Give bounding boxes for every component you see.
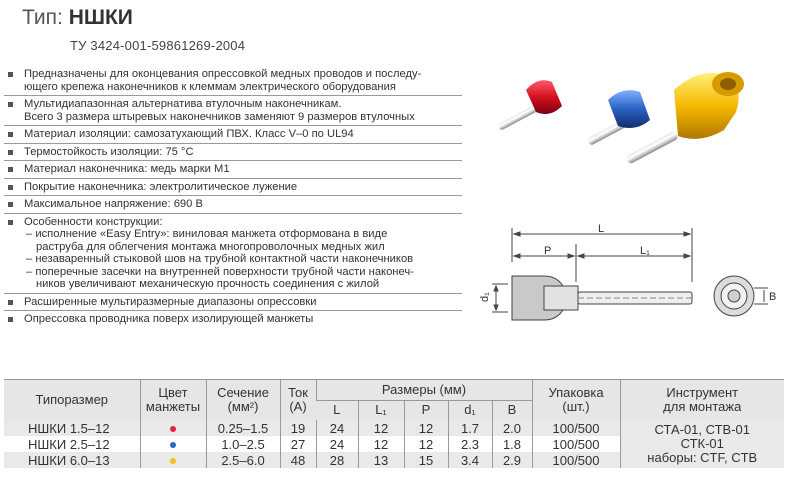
feature-text: Материал наконечника: медь марки М1	[24, 163, 230, 175]
feature-text: Материал изоляции: самозатухающий ПВХ. Класс V–0 по UL94	[24, 128, 354, 140]
col-dimensions: Размеры (мм)	[316, 380, 532, 400]
cell-L1: 12	[358, 436, 404, 452]
feature-text: Термостойкость изоляции: 75 °C	[24, 145, 194, 158]
cell-color	[140, 452, 206, 468]
bullet-square-icon	[8, 220, 13, 225]
bullet-square-icon	[8, 185, 13, 190]
bullet-square-icon	[8, 150, 13, 155]
feature-text: Всего 3 размера штыревых наконечников заменяют 9 размеров втулочных	[24, 110, 415, 123]
cell-L: 28	[316, 452, 358, 468]
col-tool: Инструмент для монтажа	[620, 380, 784, 420]
cell-size: НШКИ 6.0–13	[4, 452, 140, 468]
col-current: Ток (А)	[280, 380, 316, 420]
feature-item	[4, 179, 462, 197]
cell-tools	[620, 420, 784, 468]
product-photo	[478, 52, 778, 172]
bullet-square-icon	[8, 132, 13, 137]
blue-terminal	[587, 90, 650, 146]
feature-text: ющего крепежа наконечников к клеммам электрического оборудования	[24, 80, 396, 93]
dim-d1: d₁	[479, 292, 491, 302]
feature-text: Покрытие наконечника: электролитическое лужение	[24, 180, 298, 193]
feature-subitem: – незаваренный стыковой шов на трубной контактной части наконечников	[26, 253, 414, 265]
cell-size: НШКИ 1.5–12	[4, 420, 140, 436]
technical-drawing	[468, 222, 786, 347]
standard-code: ТУ 3424-001-59861269-2004	[70, 38, 246, 53]
feature-item	[4, 161, 462, 179]
cell-section: 1.0–2.5	[206, 436, 280, 452]
page-title: Тип: НШКИ	[22, 6, 133, 29]
feature-text: Мультидиапазонная альтернатива втулочным наконечникам.	[24, 98, 342, 110]
cell-B: 2.9	[492, 452, 532, 468]
feature-item	[4, 66, 462, 96]
feature-item	[4, 196, 462, 214]
feature-item	[4, 126, 462, 144]
feature-item	[4, 214, 462, 294]
col-d1: d₁	[448, 400, 492, 420]
color-dot-icon	[170, 442, 176, 448]
cell-B: 1.8	[492, 436, 532, 452]
bullet-square-icon	[8, 102, 13, 107]
feature-subitem: ников увеличивают механическую прочность соединения с жилой	[36, 278, 380, 290]
cell-pack: 100/500	[532, 452, 620, 468]
cell-L1: 13	[358, 452, 404, 468]
col-P: P	[404, 400, 448, 420]
cell-P: 12	[404, 420, 448, 436]
feature-item	[4, 96, 462, 126]
bullet-square-icon	[8, 317, 13, 322]
cell-L: 24	[316, 420, 358, 436]
cell-d1: 3.4	[448, 452, 492, 468]
feature-item	[4, 311, 462, 328]
cell-color	[140, 436, 206, 452]
col-B: B	[492, 400, 532, 420]
cell-B: 2.0	[492, 420, 532, 436]
cell-section: 2.5–6.0	[206, 452, 280, 468]
feature-text: Опрессовка проводника поверх изолирующей манжеты	[24, 313, 314, 325]
dim-L1: L₁	[640, 245, 650, 257]
tool-name: СТК-01	[680, 436, 724, 451]
cell-pack: 100/500	[532, 420, 620, 436]
spec-table	[4, 380, 784, 468]
color-dot-icon	[170, 458, 176, 464]
cell-d1: 1.7	[448, 420, 492, 436]
feature-item	[4, 144, 462, 162]
cell-current: 48	[280, 452, 316, 468]
col-size: Типоразмер	[4, 380, 140, 420]
product-type: НШКИ	[68, 6, 133, 29]
table-row	[4, 420, 784, 436]
red-terminal	[497, 80, 562, 131]
cell-P: 15	[404, 452, 448, 468]
col-L: L	[316, 400, 358, 420]
dim-L: L	[598, 223, 605, 235]
col-color: Цвет манжеты	[140, 380, 206, 420]
feature-subitem: – исполнение «Easy Entry»: виниловая манжета отформована в виде	[26, 228, 388, 240]
bullet-square-icon	[8, 72, 13, 77]
feature-item	[4, 294, 462, 312]
cell-current: 19	[280, 420, 316, 436]
feature-subitem: – поперечные засечки на внутренней поверхности трубной части наконеч-	[26, 265, 414, 278]
cell-size: НШКИ 2.5–12	[28, 436, 110, 452]
cell-pack: 100/500	[532, 436, 620, 452]
features-list	[4, 66, 462, 328]
cell-P: 12	[404, 436, 448, 452]
dim-P: P	[544, 245, 552, 257]
cell-d1: 2.3	[448, 436, 492, 452]
tool-name: наборы: CTF, CTB	[647, 450, 758, 465]
feature-text: Расширенные мультиразмерные диапазоны опрессовки	[24, 295, 317, 308]
dim-B: B	[769, 291, 777, 303]
feature-subitem: раструба для облегчения монтажа многопроволочных медных жил	[36, 240, 385, 253]
col-pack: Упаковка (шт.)	[532, 380, 620, 420]
feature-text: Особенности конструкции:	[24, 215, 163, 228]
col-L1: L₁	[358, 400, 404, 420]
cell-color	[140, 420, 206, 436]
col-section: Сечение (мм²)	[206, 380, 280, 420]
bullet-square-icon	[8, 202, 13, 207]
feature-text: Предназначены для оконцевания опрессовкой медных проводов и последу-	[24, 68, 422, 80]
cell-L1: 12	[358, 420, 404, 436]
cell-current: 27	[280, 436, 316, 452]
tool-name: СТА-01, СТВ-01	[654, 422, 750, 437]
bullet-square-icon	[8, 167, 13, 172]
color-dot-icon	[170, 426, 176, 432]
cell-section: 0.25–1.5	[206, 420, 280, 436]
cell-L: 24	[316, 436, 358, 452]
bullet-square-icon	[8, 300, 13, 305]
feature-text: Максимальное напряжение: 690 В	[24, 198, 203, 210]
